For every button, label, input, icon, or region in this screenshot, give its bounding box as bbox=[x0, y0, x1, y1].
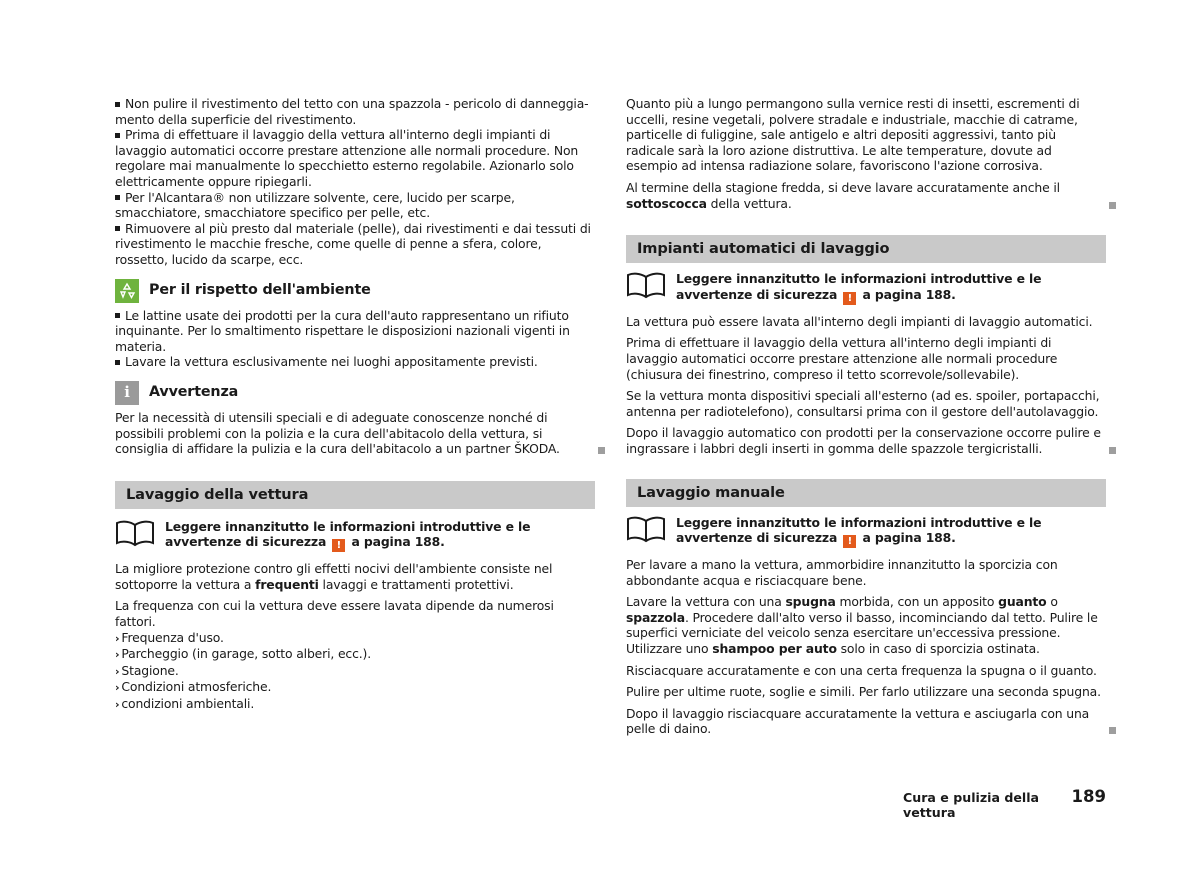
book-icon bbox=[626, 515, 666, 543]
right-column bbox=[626, 96, 1106, 743]
info-icon: i bbox=[115, 381, 139, 405]
page-reference-link[interactable]: a pagina 188. bbox=[862, 530, 956, 546]
paragraph: Lavare la vettura con una spugna morbida, con un apposito guanto o spazzola. Procedere dall'alto verso il basso, incominciando dal tetto. Pulire le superfici verniciate del veicolo senza esercitare un'eccessiva pressione. Utilizzare uno shampoo per auto solo in caso di sporcizia ostinata. bbox=[626, 594, 1098, 657]
paragraph: Prima di effettuare il lavaggio della vettura all'interno degli impianti di lavaggio automatici occorre prestare attenzione alle normali procedure (chiusura dei finestrino, compreso il tetto scorrevole/sollevabile). bbox=[626, 335, 1058, 382]
section-manual-wash: Lavaggio manuale bbox=[626, 479, 1106, 507]
section-car-wash: Lavaggio della vettura bbox=[115, 481, 595, 509]
paragraph: Al termine della stagione fredda, si deve lavare accuratamente anche il sottoscocca della vettura. bbox=[626, 180, 1106, 211]
list-item: › Parcheggio (in garage, sotto alberi, ecc.). bbox=[115, 646, 371, 662]
read-first-notice: Leggere innanzitutto le informazioni introduttive e le avvertenze di sicurezza ! a pagina 188. bbox=[626, 515, 1106, 549]
warning-icon: ! bbox=[843, 535, 856, 548]
environment-title: Per il rispetto dell'ambiente bbox=[149, 281, 371, 298]
paragraph: Quanto più a lungo permangono sulla vernice resti di insetti, escrementi di uccelli, resine vegetali, polvere stradale e industriale, macchie di catrame, particelle di fuliggine, sale antigelo e altri depositi aggressivi, tanto più radicale sarà la loro azione distruttiva. Le alte temperature, dovute ad esempio ad intensa radiazione solare, favoriscono l'azione corrosiva. bbox=[626, 96, 1080, 174]
warning-icon: ! bbox=[332, 539, 345, 552]
care-bullets bbox=[115, 96, 595, 268]
book-icon bbox=[626, 271, 666, 299]
read-first-notice: Leggere innanzitutto le informazioni introduttive e le avvertenze di sicurezza ! a pagina 188. bbox=[626, 271, 1106, 305]
list-item: › Condizioni atmosferiche. bbox=[115, 679, 272, 695]
paragraph: Se la vettura monta dispositivi speciali all'esterno (ad es. spoiler, portapacchi, antenna per radiotelefono), consultarsi prima con il gestore dell'autolavaggio. bbox=[626, 388, 1100, 419]
book-icon bbox=[115, 519, 155, 547]
paragraph: Pulire per ultime ruote, soglie e simili. Per farlo utilizzare una seconda spugna. bbox=[626, 684, 1101, 700]
page-reference-link[interactable]: a pagina 188. bbox=[351, 534, 445, 550]
bullet-item: Lavare la vettura esclusivamente nei luoghi appositamente previsti. bbox=[115, 354, 595, 370]
note-heading bbox=[115, 380, 595, 406]
note-text: Per la necessità di utensili speciali e di adeguate conoscenze nonché di possibili problemi con la polizia e la cura dell'abitacolo della vettura, si consiglia di affidare la pulizia e la cura dell'abitacolo a un partner ŠKODA. bbox=[115, 410, 595, 457]
end-mark bbox=[1109, 447, 1116, 454]
left-column bbox=[115, 96, 595, 713]
warning-icon: ! bbox=[843, 292, 856, 305]
footer-section-title: Cura e pulizia della vettura bbox=[903, 790, 1040, 820]
paragraph: La vettura può essere lavata all'interno degli impianti di lavaggio automatici. bbox=[626, 313, 1093, 329]
read-first-notice: Leggere innanzitutto le informazioni introduttive e le avvertenze di sicurezza ! a pagina 188. bbox=[115, 519, 595, 553]
page-number: 189 bbox=[1071, 787, 1106, 806]
note-title: Avvertenza bbox=[149, 384, 239, 401]
list-item: › Frequenza d'uso. bbox=[115, 629, 224, 645]
bullet-item: Prima di effettuare il lavaggio della vettura all'interno degli impianti di lavaggio automatici occorre prestare attenzione alle normali procedure. Non regolare mai manualmente lo specchietto esterno regolabile. Azionarlo solo elettricamente oppure ripiegarli. bbox=[115, 127, 579, 189]
bullet-item: Le lattine usate dei prodotti per la cura dell'auto rappresentano un rifiuto inquinante. Per lo smaltimento rispettare le disposizioni nazionali vigenti in materia. bbox=[115, 307, 570, 354]
section-automatic-wash: Impianti automatici di lavaggio bbox=[626, 235, 1106, 263]
paragraph: Dopo il lavaggio automatico con prodotti per la conservazione occorre pulire e ingrassare i labbri degli inserti in gomma delle spazzole tergicristalli. bbox=[626, 425, 1106, 456]
list-item: › Stagione. bbox=[115, 662, 179, 678]
bullet-item: Rimuovere al più presto dal materiale (pelle), dai rivestimenti e dai tessuti di rivestimento le macchie fresche, come quelle di penne a sfera, colore, rossetto, lucido da scarpe, ecc. bbox=[115, 220, 591, 267]
end-mark bbox=[598, 447, 605, 454]
page-footer bbox=[903, 787, 1106, 820]
paragraph: Dopo il lavaggio risciacquare accuratamente la vettura e asciugarla con una pelle di daino. bbox=[626, 706, 1106, 737]
bullet-item: Per l'Alcantara® non utilizzare solvente, cere, lucido per scarpe, smacchiatore, smacchiatore specifico per pelle, etc. bbox=[115, 189, 515, 221]
paragraph: Per lavare a mano la vettura, ammorbidire innanzitutto la sporcizia con abbondante acqua e risciacquare bene. bbox=[626, 557, 1058, 588]
list-item: › condizioni ambientali. bbox=[115, 696, 255, 712]
factor-list bbox=[115, 630, 595, 713]
environment-heading bbox=[115, 278, 595, 304]
page-reference-link[interactable]: a pagina 188. bbox=[862, 286, 956, 302]
end-mark bbox=[1109, 727, 1116, 734]
end-mark bbox=[1109, 202, 1116, 209]
paragraph: Risciacquare accuratamente e con una certa frequenza la spugna o il guanto. bbox=[626, 662, 1097, 678]
paragraph: La frequenza con cui la vettura deve essere lavata dipende da numerosi fattori. bbox=[115, 598, 554, 630]
bullet-item: Non pulire il rivestimento del tetto con una spazzola - pericolo di danneggia- mento della superficie del rivestimento. bbox=[115, 96, 589, 127]
environment-icon bbox=[115, 279, 139, 303]
paragraph: La migliore protezione contro gli effetti nocivi dell'ambiente consiste nel sottoporre la vettura a frequenti lavaggi e trattamenti protettivi. bbox=[115, 561, 553, 592]
